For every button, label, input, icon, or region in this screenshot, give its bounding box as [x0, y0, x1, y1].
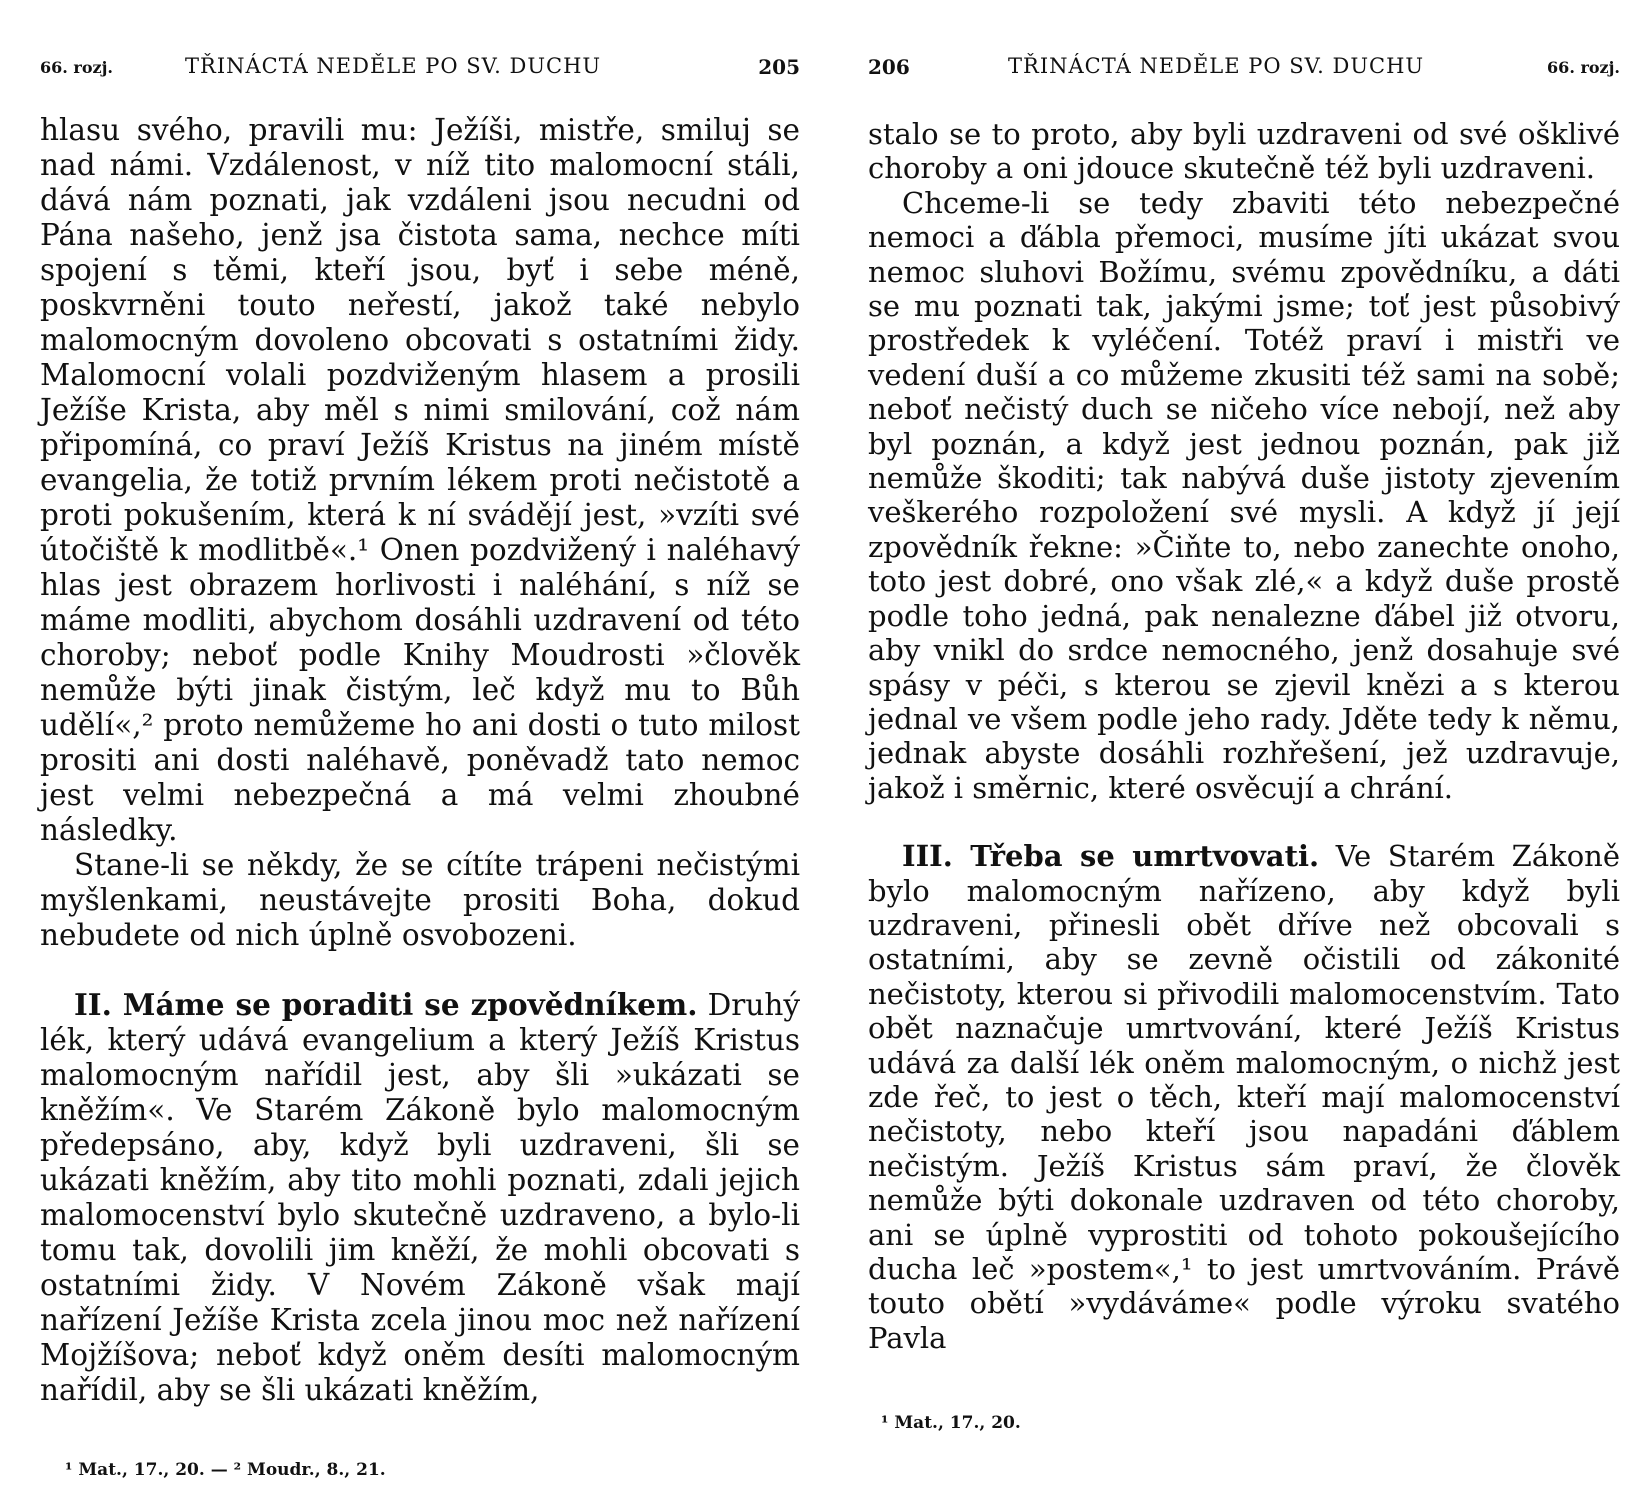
- body-text: [40, 113, 800, 1408]
- running-title: TŘINÁCTÁ NEDĚLE PO SV. DUCHU: [185, 54, 602, 78]
- page-number: 205: [758, 55, 800, 79]
- chapter-label: 66. rozj.: [40, 58, 113, 77]
- chapter-label: 66. rozj.: [1547, 58, 1620, 77]
- running-title: TŘINÁCTÁ NEDĚLE PO SV. DUCHU: [1008, 54, 1425, 78]
- paragraph: Chceme-li se tedy zbaviti této nebezpečné nemoci a ďábla přemoci, musíme jíti ukázat svou nemoc sluhovi Božímu, svému zpovědníku, a dáti se mu poznati tak, jakými jsme; toť jest působivý prostředek k vyléčení. Totéž praví i mistři ve vedení duší a co můžeme zkusiti též sami na sobě; neboť nečistý duch se ničeho více nebojí, než aby byl poznán, a když jest jednou poznán, pak již nemůže škoditi; tak nabývá duše jistoty zjevením veškerého rozpoložení své mysli. A když jí její zpovědník řekne: »Čiňte to, nebo zanechte onoho, toto jest dobré, ono však zlé,« a když duše prostě podle toho jedná, pak nenalezne ďábel již otvoru, aby vnikl do srdce nemocného, jenž dosahuje své spásy v péči, s kterou se zjevil knězi a s kterou jednal ve všem podle jeho rady. Jděte tedy k němu, jednak abyste dosáhli rozhřešení, jež uzdravuje, jakož i směrnic, které osvěcují a chrání.: [868, 185, 1620, 805]
- paragraph: Stane-li se někdy, že se cítíte trápeni nečistými myšlenkami, neustávejte prositi Boha, dokud nebudete od nich úplně osvobozeni.: [40, 848, 800, 952]
- section-heading: II. Máme se poraditi se zpovědníkem.: [74, 987, 698, 1022]
- body-text: [868, 117, 1620, 1355]
- left-page: [40, 0, 800, 1500]
- paragraph: hlasu svého, pravili mu: Ježíši, mistře, smiluj se nad námi. Vzdálenost, v níž tito malomocní stáli, dává nám poznati, jak vzdáleni jsou necudni od Pána našeho, jenž jsa čistota sama, nechce míti spojení s těmi, kteří jsou, byť i sebe méně, poskvrněni touto neřestí, jakož také nebylo malomocným dovoleno obcovati s ostatními židy. Malomocní volali pozdviženým hlasem a prosili Ježíše Krista, aby měl s nimi smilování, což nám připomíná, co praví Ježíš Kristus na jiném místě evangelia, že totiž prvním lékem proti nečistotě a proti pokušením, která k ní svádějí jest, »vzíti své útočiště k modlitbě«.¹ Onen pozdvižený i naléhavý hlas jest obrazem horlivosti i naléhání, s níž se máme modliti, abychom dosáhli uzdravení od této choroby; neboť podle Knihy Moudrosti »člověk nemůže býti jinak čistým, leč když mu to Bůh udělí«,² proto nemůžeme ho ani dosti o tuto milost prositi ani dosti naléhavě, poněvadž tato nemoc jest velmi nebezpečná a má velmi zhoubné následky.: [40, 113, 800, 847]
- right-page: [868, 0, 1620, 1500]
- running-head: [40, 54, 800, 84]
- page-number: 206: [868, 55, 910, 79]
- section-heading: III. Třeba se umrtvovati.: [902, 839, 1320, 874]
- section-text: Ve Starém Zákoně bylo malomocným nařízeno, aby když byli uzdraveni, přinesli obět dříve než obcovali s ostatními, aby se zevně očistili od zákonité nečistoty, kterou si přivodili malomocenstvím. Tato obět naznačuje umrtvování, které Ježíš Kristus udává za další lék oněm malomocným, o nichž jest zde řeč, to jest o těch, kteří mají malomocenství nečistoty, nebo kteří jsou napadáni ďáblem nečistým. Ježíš Kristus sám praví, že člověk nemůže býti dokonale uzdraven od této choroby, ani se úplně vyprostiti od tohoto pokoušejícího ducha leč »postem«,¹ to jest umrtvováním. Právě touto obětí »vydáváme« podle výroku svatého Pavla: [868, 839, 1620, 1355]
- footnote: ¹ Mat., 17., 20. — ² Moudr., 8., 21.: [65, 1460, 386, 1480]
- section-paragraph: [868, 839, 1620, 1355]
- section-text: Druhý lék, který udává evangelium a který Ježíš Kristus malomocným nařídil jest, aby šli »ukázati se kněžím«. Ve Starém Zákoně bylo malomocným předepsáno, aby, když byli uzdraveni, šli se ukázati kněžím, aby tito mohli poznati, zdali jejich malomocenství bylo skutečně uzdraveno, a bylo-li tomu tak, dovolili jim kněží, že mohli obcovati s ostatními židy. V Novém Zákoně však mají nařízení Ježíše Krista zcela jinou moc než nařízení Mojžíšova; neboť když oněm desíti malomocným nařídil, aby se šli ukázati kněžím,: [40, 988, 800, 1407]
- footnote: ¹ Mat., 17., 20.: [881, 1413, 1021, 1433]
- section-paragraph: [40, 987, 800, 1408]
- paragraph: stalo se to proto, aby byli uzdraveni od své ošklivé choroby a oni jdouce skutečně též byli uzdraveni.: [868, 117, 1620, 186]
- running-head: [868, 54, 1620, 84]
